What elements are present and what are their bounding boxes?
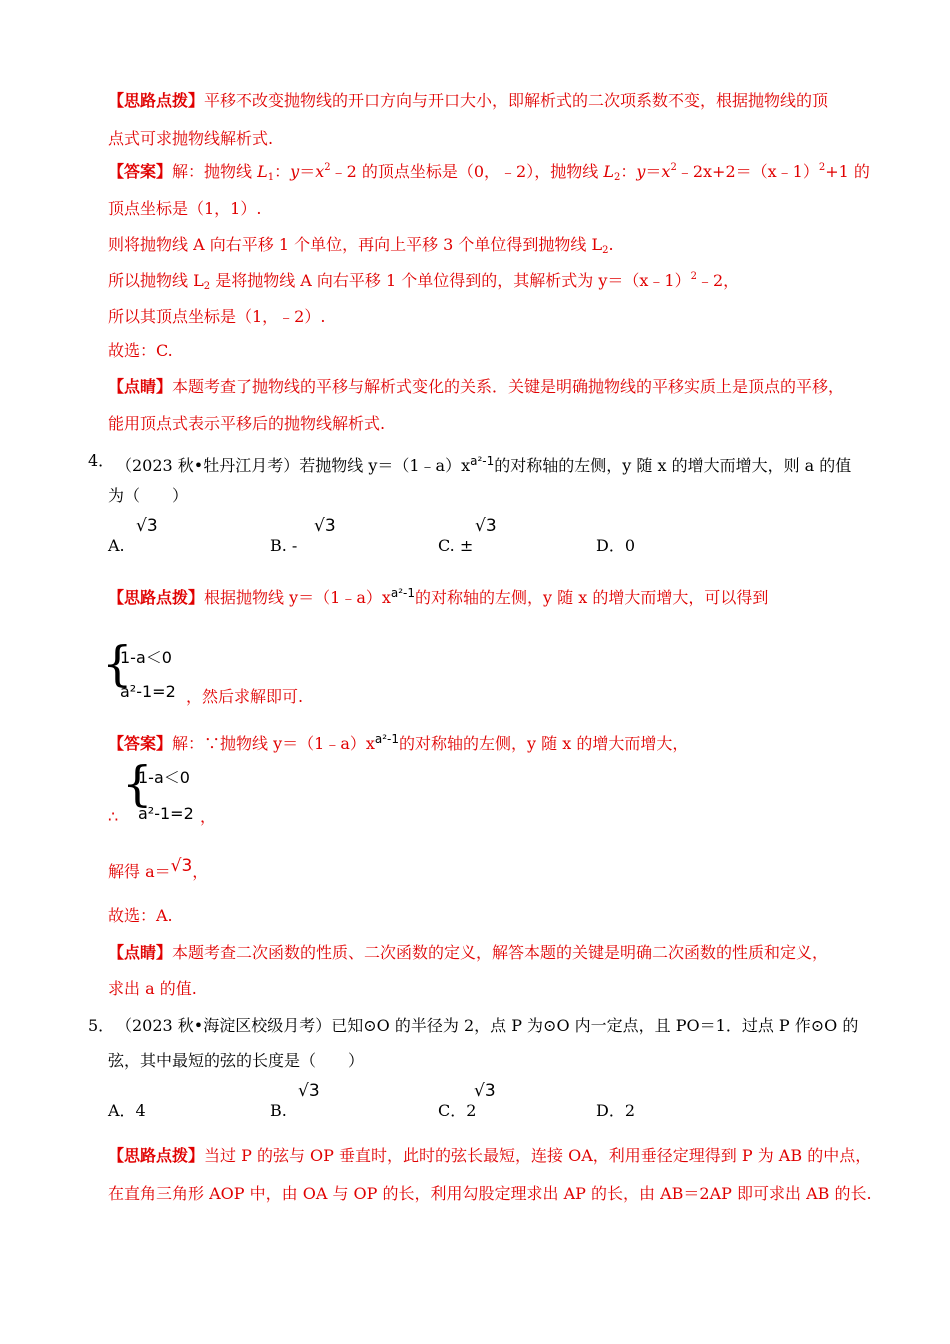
q4-option-c[interactable]: C. ± — [438, 536, 474, 555]
q4-option-a-value: √3 — [136, 516, 158, 536]
q4-hint-system-line2: a²-1=2 — [120, 682, 176, 701]
q3-answer-line5: 所以其顶点坐标是（1，﹣2）. — [108, 307, 326, 326]
q3-answer-line4: 所以抛物线 $L_2$ 是将抛物线 A 向右平移 1 个单位得到的，其解析式为 y＝（x﹣1）$^2$﹣2， — [108, 271, 740, 292]
q4-hint-line1: 【思路点拨】根据抛物线 $y=(1﹣a)x^{a^2-1}$的对称轴的左侧，y 随 x 的增大而增大，可以得到 — [108, 586, 769, 607]
q5-hint-line2: 在直角三角形 AOP 中，由 OA 与 OP 的长，利用勾股定理求出 AP 的长，由 AB＝2AP 即可求出 AB 的长. — [108, 1184, 872, 1203]
q4-stem-line1: （2023 秋•牡丹江月考）若抛物线 $y=(1﹣a)x^{a^2-1}$的对称轴的左侧，y 随 x 的增大而增大，则 a 的值 — [116, 454, 852, 475]
exponent: a²-1 — [374, 732, 400, 746]
q4-answer-system-tail: ， — [200, 807, 217, 826]
q5-option-c[interactable]: C．2 — [438, 1101, 477, 1120]
q5-number: 5． — [88, 1016, 115, 1035]
q4-stem-line2: 为（ ） — [108, 486, 189, 505]
q5-stem-line1: （2023 秋•海淀区校级月考）已知⊙O 的半径为 2，点 P 为⊙O 内一定点，且 PO＝1．过点 P 作⊙O 的 — [116, 1016, 859, 1035]
q5-option-c-value: √3 — [474, 1081, 496, 1101]
exponent: a²-1 — [390, 586, 416, 600]
q5-option-d[interactable]: D．2 — [596, 1101, 636, 1120]
q3-comment-line1: 【点睛】本题考查了抛物线的平移与解析式变化的关系．关键是明确抛物线的平移实质上是顶点的平移， — [108, 377, 845, 396]
therefore-symbol: ∴ — [108, 807, 119, 826]
hint-tag: 【思路点拨】 — [108, 588, 205, 607]
q3-hint-line2: 点式可求抛物线解析式. — [108, 129, 274, 148]
q5-stem-line2: 弦，其中最短的弦的长度是（ ） — [108, 1051, 365, 1070]
q3-answer-line1: 【答案】解：抛物线 $L_1$：$y=x^2﹣2$ 的顶点坐标是（0，﹣2），抛物线 $L_2$：$y=x^2﹣2x+2=(x﹣1)^2+1$ 的 — [108, 162, 870, 183]
comment-tag: 【点睛】 — [108, 377, 173, 396]
q3-comment-line2: 能用顶点式表示平移后的抛物线解析式. — [108, 414, 386, 433]
q5-option-b[interactable]: B. — [270, 1101, 287, 1120]
q4-comment-line1: 【点睛】本题考查二次函数的性质、二次函数的定义，解答本题的关键是明确二次函数的性质和定义， — [108, 943, 829, 962]
q4-hint-system-line1: 1-a＜0 — [120, 648, 172, 667]
q4-option-b[interactable]: B. - — [270, 536, 298, 555]
q4-option-a[interactable]: A. — [108, 536, 125, 555]
q4-comment-line2: 求出 a 的值. — [108, 979, 197, 998]
hint-tag: 【思路点拨】 — [108, 1146, 205, 1165]
q4-solve-value: √3 — [170, 856, 193, 876]
answer-tag: 【答案】 — [108, 162, 173, 181]
answer-tag: 【答案】 — [108, 734, 173, 753]
q3-answer-line3: 则将抛物线 A 向右平移 1 个单位，再向上平移 3 个单位得到抛物线 $L_2$. — [108, 235, 614, 256]
q4-option-b-value: √3 — [314, 516, 336, 536]
q3-choose: 故选：C. — [108, 341, 173, 360]
exponent: a²-1 — [470, 454, 495, 468]
q4-option-d[interactable]: D．0 — [596, 536, 636, 555]
q5-option-b-value: √3 — [298, 1081, 320, 1101]
q4-choose: 故选：A. — [108, 906, 173, 925]
q4-answer-system-line2: a²-1=2 — [138, 804, 194, 823]
hint-tag: 【思路点拨】 — [108, 91, 205, 110]
q4-answer-system-line1: 1-a＜0 — [138, 768, 190, 787]
system-brace: { — [102, 636, 133, 692]
q4-solve-line: 解得 a＝√3， — [108, 856, 209, 881]
q5-hint-line1: 【思路点拨】当过 P 的弦与 OP 垂直时，此时的弦长最短，连接 OA，利用垂径定理得到 P 为 AB 的中点， — [108, 1146, 872, 1165]
q3-answer-line2: 顶点坐标是（1，1）. — [108, 199, 262, 218]
q4-option-c-value: √3 — [475, 516, 497, 536]
q5-option-a[interactable]: A．4 — [108, 1101, 146, 1120]
q4-hint-line2: ，然后求解即可. — [186, 687, 304, 706]
system-brace: { — [122, 756, 153, 812]
q4-answer-line1: 【答案】解：∵抛物线 $y=(1﹣a)x^{a^2-1}$的对称轴的左侧，y 随 x 的增大而增大， — [108, 732, 689, 753]
q4-number: 4． — [88, 451, 115, 470]
comment-tag: 【点睛】 — [108, 943, 173, 962]
q3-hint-line1: 【思路点拨】平移不改变抛物线的开口方向与开口大小，即解析式的二次项系数不变，根据抛物线的顶 — [108, 91, 829, 110]
